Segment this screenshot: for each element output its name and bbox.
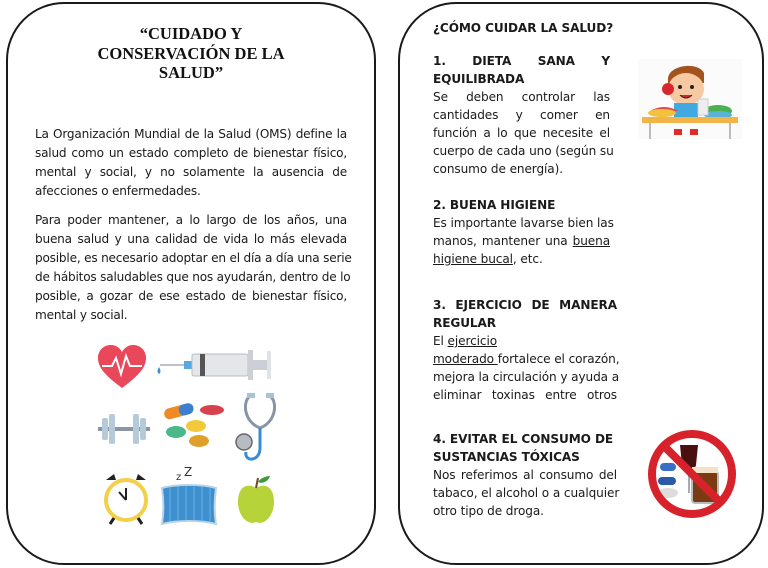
- health-icons-grid: [96, 342, 286, 534]
- oral-hygiene-link[interactable]: higiene bucal: [433, 252, 513, 266]
- oms-definition-paragraph: [35, 125, 347, 201]
- text-line: cantidades y comer en: [433, 108, 610, 122]
- text-line: de hábitos saludables que nos ayudarán, dentro de lo: [35, 270, 351, 284]
- syringe-icon: [156, 348, 274, 382]
- pills-icon: [162, 400, 228, 448]
- text-line: eliminar toxinas entre otros: [433, 388, 617, 402]
- section-title: 4. EVITAR EL CONSUMO DE: [433, 432, 614, 446]
- section-title: REGULAR: [433, 316, 496, 330]
- section-title: 2. BUENA HIGIENE: [433, 198, 556, 212]
- section-title: 3. EJERCICIO DE MANERA: [433, 298, 617, 312]
- left-panel: [6, 2, 376, 565]
- text-line: posible, es necesario adoptar en el día a día una serie: [35, 251, 352, 265]
- page-title: [8, 24, 374, 83]
- text-line: salud como un estado completo de bienestar físico,: [35, 146, 347, 160]
- text-line: cuerpo de cada uno (según su: [433, 144, 614, 158]
- text-line: [433, 232, 610, 250]
- dumbbell-icon: [96, 412, 152, 446]
- text-fragment: , etc.: [512, 252, 543, 266]
- text-line: [433, 350, 620, 368]
- text-line: buena salud y una calidad de vida lo más elevada: [35, 232, 347, 246]
- text-line: Es importante lavarse bien las: [433, 216, 614, 230]
- alarm-clock-icon: [102, 472, 150, 528]
- text-fragment: manos, mantener una: [433, 234, 573, 248]
- text-line: afecciones o enfermedades.: [35, 184, 201, 198]
- section-heading: [433, 19, 733, 37]
- text-line: Para poder mantener, a lo largo de los años, una: [35, 213, 347, 227]
- text-line: Nos referimos al consumo del: [433, 468, 617, 482]
- text-line: [433, 250, 610, 268]
- title-line: CONSERVACIÓN DE LA: [97, 43, 285, 63]
- pillow-sleep-icon: [156, 466, 222, 528]
- text-fragment: El: [433, 334, 448, 348]
- right-panel: [398, 2, 764, 565]
- section-toxic-substances: [433, 430, 620, 520]
- text-line: otro tipo de droga.: [433, 504, 544, 518]
- section-diet: [433, 52, 614, 178]
- child-eating-image: [638, 59, 742, 139]
- section-hygiene: [433, 196, 614, 268]
- text-line: función a lo que necesite el: [433, 126, 610, 140]
- section-title: SUSTANCIAS TÓXICAS: [433, 450, 580, 464]
- text-line: tabaco, el alcohol o a cualquier: [433, 486, 620, 500]
- title-line: SALUD”: [158, 63, 224, 82]
- title-line: “CUIDADO Y: [139, 24, 243, 43]
- how-to-care-heading: ¿CÓMO CUIDAR LA SALUD?: [433, 21, 614, 35]
- heart-pulse-icon: [96, 344, 148, 390]
- svg-text:Z: Z: [184, 466, 193, 479]
- text-fragment: fortalece el corazón,: [497, 352, 620, 366]
- text-line: [433, 332, 617, 350]
- section-title: EQUILIBRADA: [433, 72, 525, 86]
- text-line: posible, a gozar de ese estado de bienestar físico,: [35, 289, 347, 303]
- section-title: 1. DIETA SANA Y: [433, 54, 610, 68]
- text-line: mental y social.: [35, 308, 128, 322]
- text-line: mejora la circulación y ayuda a: [433, 370, 620, 384]
- apple-icon: [236, 474, 276, 526]
- section-exercise: [433, 296, 620, 404]
- sleep-zz-text: z: [176, 472, 182, 483]
- text-line: consumo de energía).: [433, 162, 563, 176]
- moderate-exercise-link[interactable]: ejercicio: [447, 334, 498, 348]
- text-line: La Organización Mundial de la Salud (OMS) define la: [35, 127, 347, 141]
- oral-hygiene-link[interactable]: buena: [572, 234, 610, 248]
- moderate-exercise-link[interactable]: moderado: [433, 352, 498, 366]
- no-drugs-sign-image: [646, 429, 738, 519]
- stethoscope-icon: [234, 392, 284, 466]
- text-line: Se deben controlar las: [433, 90, 610, 104]
- text-line: mental y social, y no solamente la ausencia de: [35, 165, 347, 179]
- healthy-habits-paragraph: [35, 211, 352, 325]
